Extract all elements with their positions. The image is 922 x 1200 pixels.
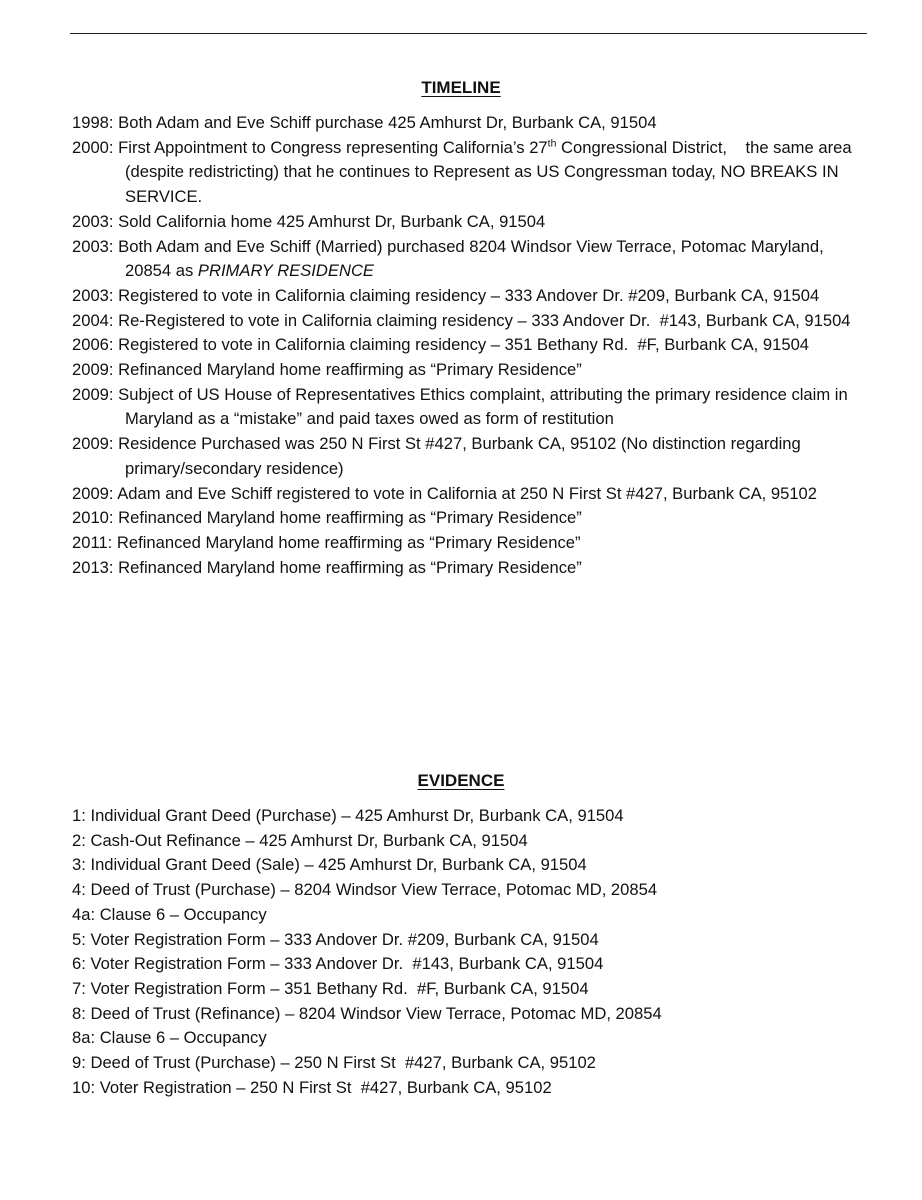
evidence-entry xyxy=(72,903,860,928)
evidence-entry xyxy=(72,1076,860,1101)
evidence-number: 8a: xyxy=(72,1028,96,1048)
evidence-list xyxy=(72,804,860,1100)
timeline-heading: TIMELINE xyxy=(421,78,501,98)
evidence-entry xyxy=(72,878,860,903)
timeline-text: Congressional District, the same area (despite redistricting) that he continues to Represent as US Congressman today, NO BREAKS IN SERVICE. xyxy=(125,137,857,207)
evidence-text: Clause 6 – Occupancy xyxy=(99,904,267,924)
evidence-text: Voter Registration – 250 N First St #427, Burbank CA, 95102 xyxy=(99,1077,552,1097)
evidence-number: 4: xyxy=(72,880,86,900)
timeline-text: Refinanced Maryland home reaffirming as “Primary Residence” xyxy=(116,532,581,552)
timeline-text: Refinanced Maryland home reaffirming as “Primary Residence” xyxy=(118,360,582,380)
timeline-date: 2013: xyxy=(72,557,114,577)
evidence-number: 9: xyxy=(72,1053,86,1073)
evidence-heading: EVIDENCE xyxy=(417,771,505,791)
evidence-number: 3: xyxy=(72,855,86,875)
timeline-entry xyxy=(72,210,860,235)
ordinal-suffix: th xyxy=(547,137,557,150)
timeline-date: 2011: xyxy=(72,532,113,552)
evidence-text: Individual Grant Deed (Purchase) – 425 Amhurst Dr, Burbank CA, 91504 xyxy=(90,806,624,825)
evidence-entry xyxy=(72,928,860,953)
timeline-text: Both Adam and Eve Schiff (Married) purchased 8204 Windsor View Terrace, Potomac Maryland, 20854 as xyxy=(118,236,824,281)
evidence-number: 8: xyxy=(72,1003,86,1023)
evidence-entry xyxy=(72,1051,860,1076)
timeline-entry xyxy=(72,383,860,432)
timeline-text: Refinanced Maryland home reaffirming as “Primary Residence” xyxy=(118,557,582,577)
evidence-text: Deed of Trust (Refinance) – 8204 Windsor View Terrace, Potomac MD, 20854 xyxy=(90,1003,662,1023)
evidence-number: 10: xyxy=(72,1077,96,1097)
timeline-entry xyxy=(72,111,860,136)
evidence-text: Cash-Out Refinance – 425 Amhurst Dr, Burbank CA, 91504 xyxy=(90,830,528,850)
timeline-date: 2009: xyxy=(72,360,114,380)
evidence-text: Voter Registration Form – 333 Andover Dr. #209, Burbank CA, 91504 xyxy=(90,929,599,949)
timeline-date: 2004: xyxy=(72,310,114,330)
evidence-number: 6: xyxy=(72,954,86,974)
evidence-number: 4a: xyxy=(72,904,96,924)
evidence-entry xyxy=(72,804,860,829)
timeline-text: Adam and Eve Schiff registered to vote in California at 250 N First St #427, Burbank CA, 95102 xyxy=(117,483,818,503)
timeline-entry xyxy=(72,136,860,210)
evidence-number: 2: xyxy=(72,830,86,850)
evidence-text: Clause 6 – Occupancy xyxy=(99,1028,267,1048)
timeline-date: 2003: xyxy=(72,236,114,256)
evidence-text: Deed of Trust (Purchase) – 250 N First St #427, Burbank CA, 95102 xyxy=(90,1053,596,1073)
emphasis-text: PRIMARY RESIDENCE xyxy=(197,261,375,281)
evidence-entry xyxy=(72,853,860,878)
timeline-date: 2000: xyxy=(72,137,114,157)
timeline-text: Registered to vote in California claiming residency – 351 Bethany Rd. #F, Burbank CA, 91504 xyxy=(118,335,810,355)
timeline-entry xyxy=(72,432,860,481)
evidence-text: Voter Registration Form – 351 Bethany Rd. #F, Burbank CA, 91504 xyxy=(90,978,589,998)
timeline-date: 2003: xyxy=(72,211,114,231)
evidence-entry xyxy=(72,977,860,1002)
timeline-date: 2009: xyxy=(72,483,114,503)
evidence-text: Voter Registration Form – 333 Andover Dr. #143, Burbank CA, 91504 xyxy=(90,954,604,974)
timeline-text: Subject of US House of Representatives Ethics complaint, attributing the primary residence claim in Maryland as a “mistake” and paid taxes owed as form of restitution xyxy=(118,384,848,429)
timeline-entry xyxy=(72,333,860,358)
timeline-entry xyxy=(72,482,860,507)
evidence-number: 1: xyxy=(72,806,86,825)
timeline-text: Residence Purchased was 250 N First St #427, Burbank CA, 95102 (No distinction regarding primary/secondary residence) xyxy=(118,434,801,478)
timeline-entry xyxy=(72,556,860,581)
evidence-text: Individual Grant Deed (Sale) – 425 Amhurst Dr, Burbank CA, 91504 xyxy=(90,855,587,875)
evidence-number: 5: xyxy=(72,929,86,949)
timeline-date: 2003: xyxy=(72,285,114,305)
timeline-text: Sold California home 425 Amhurst Dr, Burbank CA, 91504 xyxy=(118,211,546,231)
evidence-entry xyxy=(72,829,860,854)
timeline-date: 2006: xyxy=(72,335,114,355)
evidence-text: Deed of Trust (Purchase) – 8204 Windsor View Terrace, Potomac MD, 20854 xyxy=(90,880,658,900)
timeline-entry xyxy=(72,506,860,531)
timeline-text: Refinanced Maryland home reaffirming as “Primary Residence” xyxy=(118,508,582,528)
timeline-entry xyxy=(72,531,860,556)
top-horizontal-rule xyxy=(70,33,867,34)
timeline-entry xyxy=(72,284,860,309)
timeline-text: Registered to vote in California claiming residency – 333 Andover Dr. #209, Burbank CA, 91504 xyxy=(118,285,820,305)
timeline-date: 2009: xyxy=(72,434,114,454)
timeline-text: Both Adam and Eve Schiff purchase 425 Amhurst Dr, Burbank CA, 91504 xyxy=(118,113,657,132)
timeline-entry xyxy=(72,358,860,383)
evidence-entry xyxy=(72,1026,860,1051)
evidence-number: 7: xyxy=(72,978,86,998)
evidence-entry xyxy=(72,952,860,977)
timeline-entry xyxy=(72,235,860,284)
timeline-text: Re-Registered to vote in California claiming residency – 333 Andover Dr. #143, Burbank CA, 91504 xyxy=(118,310,851,330)
timeline-date: 2010: xyxy=(72,508,114,528)
timeline-entry xyxy=(72,309,860,334)
timeline-date: 1998: xyxy=(72,113,114,132)
timeline-text: First Appointment to Congress representing California’s 27 xyxy=(118,137,548,157)
timeline-list xyxy=(72,111,860,580)
evidence-entry xyxy=(72,1002,860,1027)
timeline-date: 2009: xyxy=(72,384,114,404)
